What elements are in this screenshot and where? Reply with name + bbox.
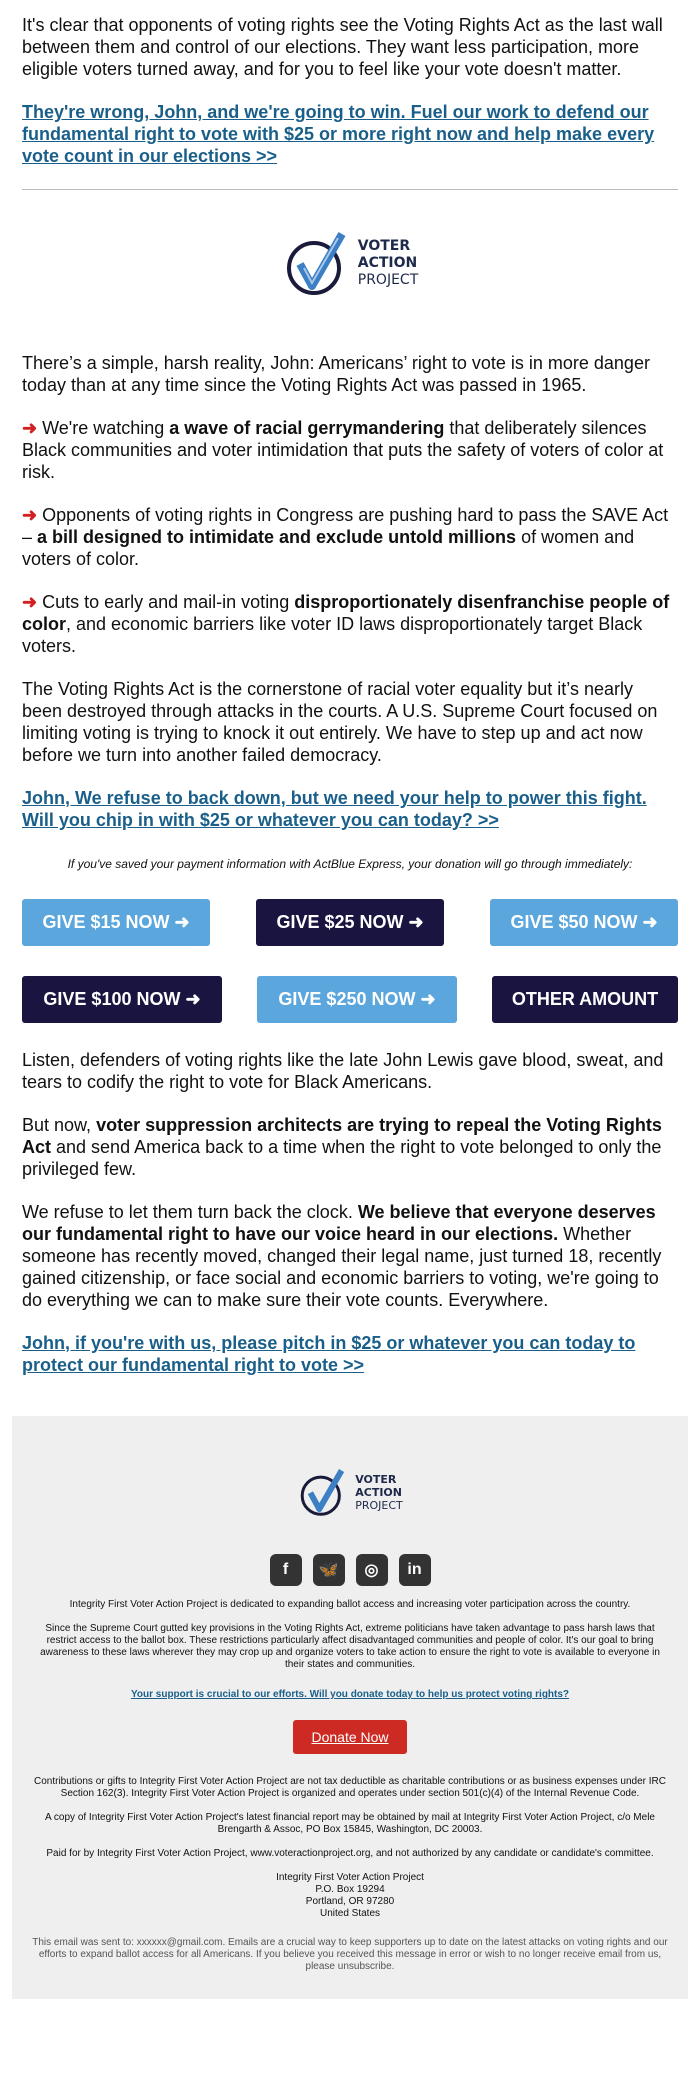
facebook-icon[interactable]: f bbox=[270, 1554, 302, 1586]
address-org: Integrity First Voter Action Project bbox=[276, 1872, 424, 1883]
bluesky-icon[interactable]: 🦋 bbox=[313, 1554, 345, 1586]
donation-row-2 bbox=[22, 976, 678, 1023]
repeal-paragraph: But now, voter suppression architects are trying to repeal the Voting Rights Act and send America back to a time when the right to vote belonged to only the privileged few. bbox=[22, 1115, 662, 1179]
instagram-icon[interactable]: ◎ bbox=[356, 1554, 388, 1586]
john-lewis-paragraph: Listen, defenders of voting rights like the late John Lewis gave blood, sweat, and tears to codify the right to vote for Black Americans. bbox=[22, 1050, 664, 1092]
red-arrow-icon: ➜ bbox=[22, 505, 38, 525]
footer-logo bbox=[32, 1466, 668, 1518]
support-link[interactable]: Your support is crucial to our efforts. Will you donate today to help us protect voting rights? bbox=[130, 1689, 570, 1700]
footer bbox=[12, 1416, 688, 1999]
paid-for-text: Paid for by Integrity First Voter Action Project, www.voteractionproject.org, and not authorized by any candidate or candidate's committee. bbox=[46, 1848, 654, 1859]
red-arrow-icon: ➜ bbox=[22, 418, 38, 438]
linkedin-icon[interactable]: in bbox=[399, 1554, 431, 1586]
sent-to-text: This email was sent to: xxxxxx@gmail.com. Emails are a crucial way to keep supporters up to date on the latest attacks on voting rights and our efforts to expand ballot access for all Americans. If you believe you received this message in error or wish to no longer receive email from us, please unsubscribe. bbox=[32, 1937, 668, 1972]
chip-in-link[interactable]: John, We refuse to back down, but we need your help to power this fight. Will you chip in with $25 or whatever you can today? >> bbox=[22, 788, 647, 830]
vra-paragraph: The Voting Rights Act is the cornerstone of racial voter equality but it’s nearly been destroyed through attacks in the courts. A U.S. Supreme Court focused on limiting voting is trying to knock it out entirely. We have to step up and act now before we turn into another failed democracy. bbox=[22, 679, 658, 765]
give-15-button[interactable]: GIVE $15 NOW ➜ bbox=[22, 899, 210, 946]
footer-logo-voter: VOTER bbox=[355, 1472, 397, 1486]
bullet-early-voting: ➜ Cuts to early and mail-in voting disproportionately disenfranchise people of color, and economic barriers like voter ID laws disproportionately target Black voters. bbox=[22, 592, 670, 656]
divider bbox=[22, 189, 678, 190]
bullet-gerrymandering: ➜ We're watching a wave of racial gerrymandering that deliberately silences Black communities and voter intimidation that puts the safety of voters of color at risk. bbox=[22, 418, 664, 482]
address-country: United States bbox=[319, 1908, 381, 1919]
address-box: P.O. Box 19294 bbox=[315, 1884, 385, 1895]
footer-logo-action: ACTION bbox=[355, 1485, 402, 1499]
donate-now-button[interactable]: Donate Now bbox=[293, 1720, 406, 1754]
checkmark-logo-icon bbox=[282, 228, 352, 298]
header-logo bbox=[22, 228, 678, 298]
social-icons bbox=[32, 1554, 668, 1586]
mailing-address bbox=[32, 1872, 668, 1920]
give-100-button[interactable]: GIVE $100 NOW ➜ bbox=[22, 976, 222, 1023]
give-250-button[interactable]: GIVE $250 NOW ➜ bbox=[257, 976, 457, 1023]
other-amount-button[interactable]: OTHER AMOUNT bbox=[492, 976, 678, 1023]
footer-logo-project: PROJECT bbox=[355, 1498, 403, 1512]
clock-paragraph: We refuse to let them turn back the clock. We believe that everyone deserves our fundamental right to have our voice heard in our elections. Whether someone has recently moved, changed their legal name, just turned 18, recently gained citizenship, or face social and economic barriers to voting, we're going to do everything we can to make sure their vote counts. Everywhere. bbox=[22, 1202, 662, 1310]
actblue-note: If you've saved your payment information with ActBlue Express, your donation will go through immediately: bbox=[67, 857, 633, 871]
give-50-button[interactable]: GIVE $50 NOW ➜ bbox=[490, 899, 678, 946]
intro-paragraph: It's clear that opponents of voting rights see the Voting Rights Act as the last wall between them and control of our elections. They want less participation, more eligible voters turned away, and for you to feel like your vote doesn't matter. bbox=[22, 15, 663, 79]
reality-paragraph: There’s a simple, harsh reality, John: Americans’ right to vote is in more danger today than at any time since the Voting Rights Act was passed in 1965. bbox=[22, 353, 650, 395]
since-text: Since the Supreme Court gutted key provisions in the Voting Rights Act, extreme politicians have taken advantage to pass harsh laws that restrict access to the ballot box. These restrictions particularly affect disadvantaged communities and people of color. It's our goal to bring awareness to these laws wherever they may crop up and organize voters to take action to ensure the right to vote is available to everyone in their states and communities. bbox=[40, 1623, 660, 1670]
mission-text: Integrity First Voter Action Project is dedicated to expanding ballot access and increasing voter participation across the country. bbox=[69, 1599, 631, 1610]
donation-row-1 bbox=[22, 899, 678, 946]
give-25-button[interactable]: GIVE $25 NOW ➜ bbox=[256, 899, 444, 946]
intro-donate-link[interactable]: They're wrong, John, and we're going to win. Fuel our work to defend our fundamental right to vote with $25 or more right now and help make every vote count in our elections >> bbox=[22, 102, 655, 166]
pitch-in-link[interactable]: John, if you're with us, please pitch in $25 or whatever you can today to protect our fundamental right to vote >> bbox=[22, 1333, 636, 1375]
report-text: A copy of Integrity First Voter Action Project's latest financial report may be obtained by mail at Integrity First Voter Action Project, c/o Mele Brengarth & Assoc, PO Box 15845, Washington, DC 20003. bbox=[45, 1812, 655, 1835]
red-arrow-icon: ➜ bbox=[22, 592, 38, 612]
logo-project: PROJECT bbox=[357, 271, 419, 288]
checkmark-logo-icon bbox=[297, 1466, 349, 1518]
address-city: Portland, OR 97280 bbox=[305, 1896, 395, 1907]
tax-text: Contributions or gifts to Integrity First Voter Action Project are not tax deductible as charitable contributions or as business expenses under IRC Section 162(3). Integrity First Voter Action Project is organized and operates under section 501(c)(4) of the Internal Revenue Code. bbox=[34, 1776, 666, 1799]
logo-action: ACTION bbox=[357, 254, 418, 271]
logo-voter: VOTER bbox=[357, 237, 411, 254]
bullet-save-act: ➜ Opponents of voting rights in Congress are pushing hard to pass the SAVE Act – a bill designed to intimidate and exclude untold millions of women and voters of color. bbox=[22, 505, 669, 569]
